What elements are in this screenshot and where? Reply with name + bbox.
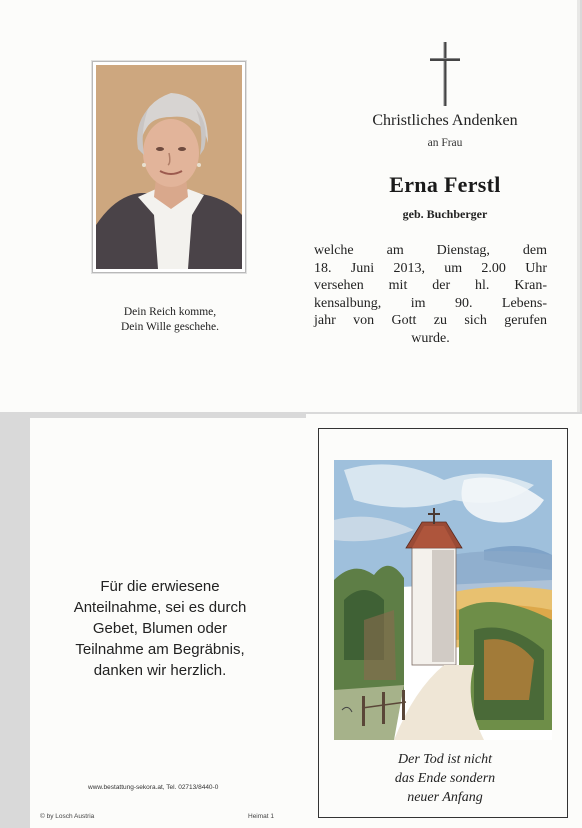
copyright-text: © by Losch Austria xyxy=(40,813,95,820)
obituary-line: welche am Dienstag, dem xyxy=(314,243,547,258)
cross-icon xyxy=(430,42,460,106)
memorial-heading: Christliches Andenken xyxy=(372,112,518,129)
card-edge xyxy=(577,0,580,412)
obituary-text xyxy=(314,242,547,347)
memorial-subheading: an Frau xyxy=(427,137,463,149)
thanks-line: Gebet, Blumen oder xyxy=(92,620,228,637)
quote-line: Der Tod ist nicht xyxy=(398,752,492,767)
thanks-text xyxy=(60,576,260,681)
wayside-shrine-painting xyxy=(334,460,552,740)
caption-line: Dein Wille geschehe. xyxy=(121,321,219,333)
series-label: Heimat 1 xyxy=(248,813,275,820)
obituary-line: versehen mit der hl. Kran- xyxy=(314,278,547,293)
funeral-home-contact: www.bestattung-sekora.at, Tel. 02713/8440-0 xyxy=(88,784,219,791)
obituary-line: jahr von Gott zu sich gerufen xyxy=(314,313,547,328)
obituary-line: wurde. xyxy=(411,330,450,346)
deceased-name: Erna Ferstl xyxy=(389,172,501,197)
quote-line: das Ende sondern xyxy=(394,771,496,786)
prayer-caption xyxy=(95,305,245,335)
closing-quote xyxy=(360,750,530,807)
portrait-photo xyxy=(92,61,246,273)
obituary-line: 18. Juni 2013, um 2.00 Uhr xyxy=(314,260,547,276)
quote-line: neuer Anfang xyxy=(407,790,483,805)
thanks-line: Anteilnahme, sei es durch xyxy=(73,599,247,616)
thanks-line: Für die erwiesene xyxy=(100,578,220,595)
front-card xyxy=(0,0,580,412)
caption-line: Dein Reich komme, xyxy=(123,306,217,318)
thanks-line: danken wir herzlich. xyxy=(93,662,227,679)
thanks-line: Teilnahme am Begräbnis, xyxy=(75,641,245,658)
maiden-name: geb. Buchberger xyxy=(402,207,488,221)
obituary-line: kensalbung, im 90. Lebens- xyxy=(314,295,547,311)
